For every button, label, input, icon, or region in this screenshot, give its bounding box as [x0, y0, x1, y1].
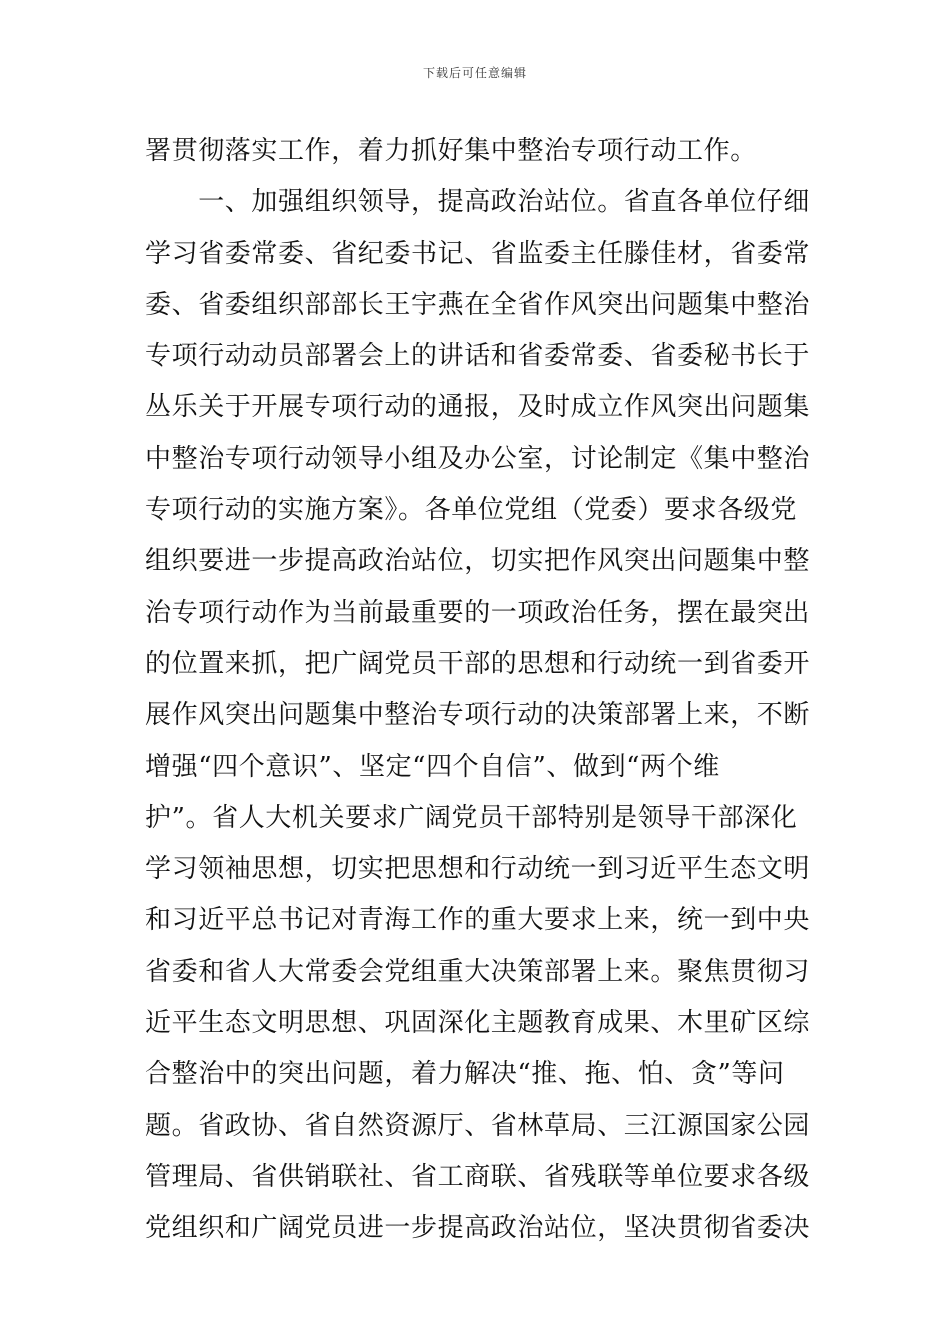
page-header-note: 下载后可任意编辑	[422, 66, 527, 80]
text-line: 署贯彻落实工作，着力抓好集中整治专项行动工作。	[145, 136, 757, 166]
text-line: 管理局、省供销联社、省工商联、省残联等单位要求各级	[145, 1161, 811, 1192]
text-line: 学习领袖思想，切实把思想和行动统一到习近平生态文明	[145, 854, 811, 885]
text-line: 组织要进一步提高政治站位，切实把作风突出问题集中整	[145, 546, 811, 577]
text-line: 委、省委组织部部长王宇燕在全省作风突出问题集中整治	[145, 289, 811, 320]
document-body	[145, 126, 810, 1255]
text-line: 中整治专项行动领导小组及办公室，讨论制定《集中整治	[145, 443, 811, 474]
text-line: 党组织和广阔党员进一步提高政治站位，坚决贯彻省委决	[145, 1213, 811, 1244]
text-line: 护”。省人大机关要求广阔党员干部特别是领导干部深化	[145, 802, 798, 833]
text-line: 增强“四个意识”、坚定“四个自信”、做到“两个维	[145, 751, 720, 782]
text-line: 和习近平总书记对青海工作的重大要求上来，统一到中央	[145, 905, 811, 936]
text-line: 专项行动动员部署会上的讲话和省委常委、省委秘书长于	[145, 341, 811, 372]
text-line: 丛乐关于开展专项行动的通报，及时成立作风突出问题集	[145, 392, 811, 423]
text-line: 展作风突出问题集中整治专项行动的决策部署上来，不断	[145, 700, 811, 731]
text-line: 的位置来抓，把广阔党员干部的思想和行动统一到省委开	[145, 648, 811, 679]
text-line: 治专项行动作为当前最重要的一项政治任务，摆在最突出	[145, 597, 811, 628]
text-line: 近平生态文明思想、巩固深化主题教育成果、木里矿区综	[145, 1008, 811, 1039]
text-line: 一、加强组织领导，提高政治站位。省直各单位仔细	[145, 187, 811, 218]
text-line: 专项行动的实施方案》。各单位党组（党委）要求各级党	[145, 495, 798, 526]
text-line: 学习省委常委、省纪委书记、省监委主任滕佳材，省委常	[145, 238, 811, 269]
text-line: 合整治中的突出问题，着力解决“推、拖、怕、贪”等问	[145, 1059, 785, 1090]
text-line: 省委和省人大常委会党组重大决策部署上来。聚焦贯彻习	[145, 956, 811, 987]
text-line: 题。省政协、省自然资源厅、省林草局、三江源国家公园	[145, 1110, 811, 1141]
